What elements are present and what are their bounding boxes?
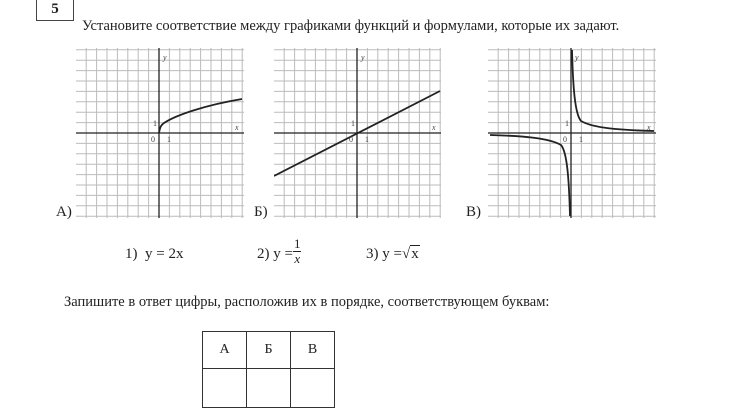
formula-2-number: 2) bbox=[257, 245, 270, 262]
axis-y-label: y bbox=[361, 53, 365, 62]
unit-x-label: 1 bbox=[365, 135, 369, 144]
answer-header-v: В bbox=[291, 332, 335, 369]
graph-b-letter: Б) bbox=[254, 204, 268, 220]
radicand: x bbox=[411, 246, 419, 262]
graph-a-letter: А) bbox=[56, 204, 72, 220]
unit-y-label: 1 bbox=[351, 119, 355, 128]
formula-3-number: 3) bbox=[366, 246, 379, 262]
answer-table bbox=[202, 331, 335, 408]
formula-3 bbox=[366, 246, 420, 263]
formula-3-prefix: y = bbox=[382, 246, 402, 262]
hyperbola-left bbox=[490, 135, 570, 216]
fraction-numerator: 1 bbox=[293, 236, 301, 251]
origin-label: 0 bbox=[563, 135, 567, 144]
answer-header-a: А bbox=[203, 332, 247, 369]
origin-label: 0 bbox=[349, 135, 353, 144]
formula-2-prefix: y = bbox=[273, 245, 293, 262]
formula-1-number: 1) bbox=[125, 246, 138, 262]
formula-1 bbox=[125, 246, 183, 263]
task-statement: Установите соответствие между графиками функций и формулами, которые их задают. bbox=[82, 18, 620, 34]
graph-a bbox=[76, 48, 244, 218]
unit-y-label: 1 bbox=[153, 119, 157, 128]
formula-1-text: y = 2x bbox=[145, 246, 184, 262]
axis-y-label: y bbox=[575, 53, 579, 62]
fraction bbox=[293, 237, 302, 266]
formula-2 bbox=[257, 236, 301, 269]
axis-x-label: x bbox=[235, 123, 239, 132]
axis-x-label: x bbox=[647, 123, 651, 132]
answer-prompt: Запишите в ответ цифры, расположив их в порядке, соответствующем буквам: bbox=[64, 294, 550, 310]
axis-x-label: x bbox=[432, 123, 436, 132]
answer-header-row bbox=[203, 332, 335, 369]
graph-b bbox=[274, 48, 441, 218]
unit-y-label: 1 bbox=[565, 119, 569, 128]
unit-x-label: 1 bbox=[579, 135, 583, 144]
graph-c-letter: В) bbox=[466, 204, 481, 220]
fraction-denominator: x bbox=[294, 251, 301, 266]
radical-sign: √ bbox=[401, 246, 411, 262]
square-root bbox=[402, 246, 420, 263]
task-number: 5 bbox=[36, 0, 74, 21]
graph-c bbox=[488, 48, 656, 218]
origin-label: 0 bbox=[151, 135, 155, 144]
answer-header-b: Б bbox=[247, 332, 291, 369]
unit-x-label: 1 bbox=[167, 135, 171, 144]
axis-y-label: y bbox=[163, 53, 167, 62]
